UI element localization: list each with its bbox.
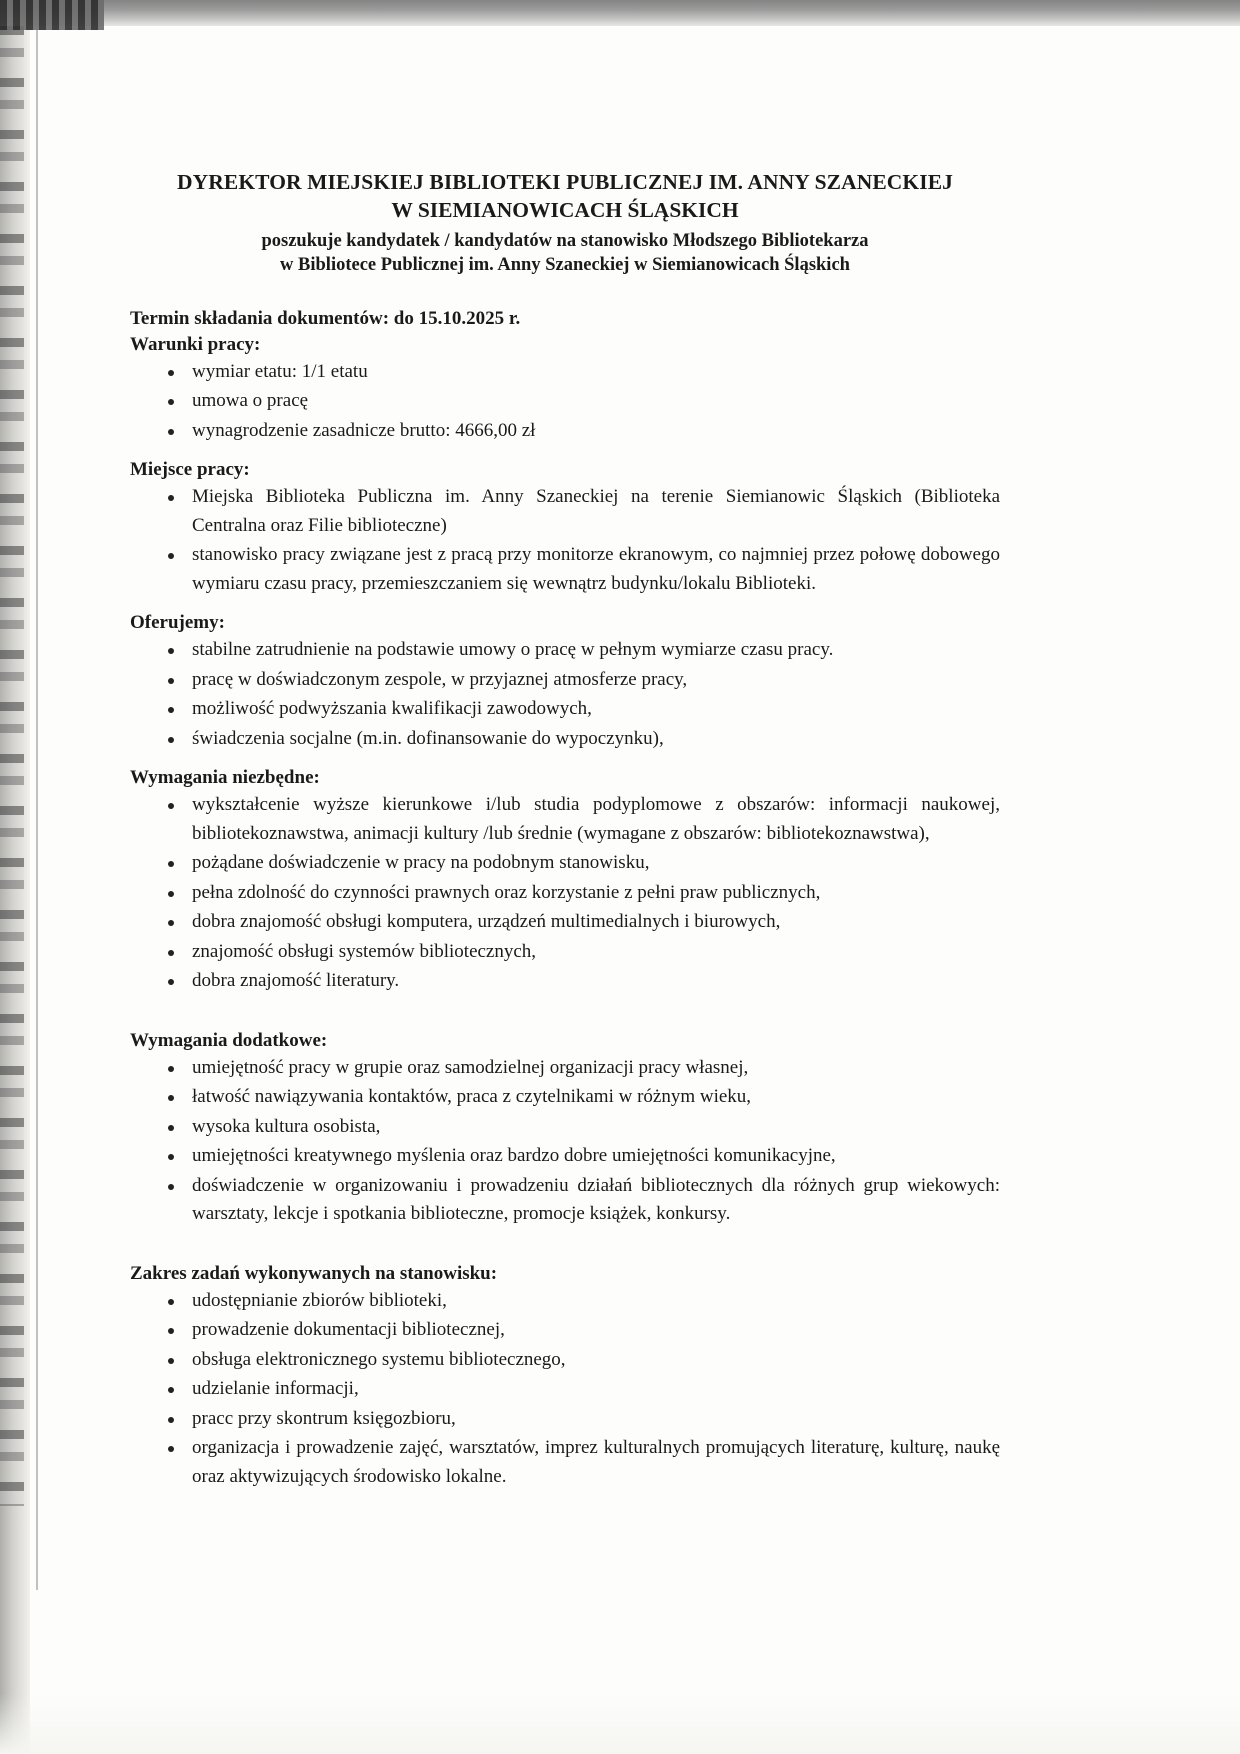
scan-edge-shadow-top — [0, 0, 1240, 26]
list-item: łatwość nawiązywania kontaktów, praca z czytelnikami w różnym wieku, — [130, 1083, 1000, 1112]
deadline-line: Termin składania dokumentów: do 15.10.2025 r. — [130, 307, 521, 329]
list-item: stabilne zatrudnienie na podstawie umowy o pracę w pełnym wymiarze czasu pracy. — [130, 636, 1000, 665]
list-item: wynagrodzenie zasadnicze brutto: 4666,00 zł — [130, 417, 1000, 446]
section-heading-warunki-pracy: Warunki pracy: — [130, 333, 261, 355]
section-list-wymagania-niezbedne — [130, 791, 1000, 996]
section-heading-oferujemy: Oferujemy: — [130, 612, 225, 634]
list-item: wysoka kultura osobista, — [130, 1113, 1000, 1142]
list-item: umiejętność pracy w grupie oraz samodzielnej organizacji pracy własnej, — [130, 1054, 1000, 1083]
list-item: umiejętności kreatywnego myślenia oraz bardzo dobre umiejętności komunikacyjne, — [130, 1142, 1000, 1171]
page-title-line-2: W SIEMIANOWICACH ŚLĄSKICH — [391, 198, 739, 223]
section-heading-zakres-zadan: Zakres zadań wykonywanych na stanowisku: — [130, 1262, 498, 1284]
scan-edge-fade-bottom — [0, 1694, 1240, 1754]
list-item: znajomość obsługi systemów bibliotecznych, — [130, 938, 1000, 967]
list-item: udzielanie informacji, — [130, 1375, 1000, 1404]
scan-streak-artifacts — [0, 26, 24, 1506]
section-list-miejsce-pracy — [130, 483, 1000, 598]
scan-top-corner-artifact — [0, 0, 104, 30]
list-item: wykształcenie wyższe kierunkowe i/lub studia podyplomowe z obszarów: informacji naukowej, bibliotekoznawstwa, animacji kultury /lub średnie (wymagane z obszarów: bibliotekoznawstwa), — [130, 791, 1000, 848]
section-list-oferujemy — [130, 636, 1000, 753]
section-list-zakres-zadan — [130, 1287, 1000, 1492]
list-item: możliwość podwyższania kwalifikacji zawodowych, — [130, 695, 1000, 724]
list-item: świadczenia socjalne (m.in. dofinansowanie do wypoczynku), — [130, 725, 1000, 754]
section-heading-wymagania-niezbedne: Wymagania niezbędne: — [130, 767, 320, 789]
list-item: pracę w doświadczonym zespole, w przyjaznej atmosferze pracy, — [130, 666, 1000, 695]
document-body — [130, 168, 1000, 1492]
list-item: doświadczenie w organizowaniu i prowadzeniu działań bibliotecznych dla różnych grup wiekowych: warsztaty, lekcje i spotkania biblioteczne, promocje książek, konkursy. — [130, 1172, 1000, 1229]
list-item: stanowisko pracy związane jest z pracą przy monitorze ekranowym, co najmniej przez połowę dobowego wymiaru czasu pracy, przemieszczaniem się wewnątrz budynku/lokalu Biblioteki. — [130, 541, 1000, 598]
section-list-wymagania-dodatkowe — [130, 1054, 1000, 1229]
section-heading-miejsce-pracy: Miejsce pracy: — [130, 459, 250, 481]
scan-vertical-line-artifact — [36, 30, 38, 1590]
list-item: Miejska Biblioteka Publiczna im. Anny Szaneckiej na terenie Siemianowic Śląskich (Biblioteka Centralna oraz Filie biblioteczne) — [130, 483, 1000, 540]
list-item: prowadzenie dokumentacji bibliotecznej, — [130, 1316, 1000, 1345]
document-header — [130, 168, 1000, 278]
list-item: organizacja i prowadzenie zajęć, warsztatów, imprez kulturalnych promujących literaturę, kulturę, naukę oraz aktywizujących środowisko lokalne. — [130, 1434, 1000, 1491]
list-item: dobra znajomość literatury. — [130, 967, 1000, 996]
list-item: obsługa elektronicznego systemu bibliotecznego, — [130, 1346, 1000, 1375]
section-list-warunki-pracy — [130, 358, 1000, 446]
page-subtitle-line-2: w Bibliotece Publicznej im. Anny Szaneckiej w Siemianowicach Śląskich — [280, 255, 850, 276]
list-item: wymiar etatu: 1/1 etatu — [130, 358, 1000, 387]
list-item: umowa o pracę — [130, 387, 1000, 416]
list-item: pracc przy skontrum księgozbioru, — [130, 1405, 1000, 1434]
section-heading-wymagania-dodatkowe: Wymagania dodatkowe: — [130, 1029, 328, 1051]
list-item: pożądane doświadczenie w pracy na podobnym stanowisku, — [130, 849, 1000, 878]
page-title-line-1: DYREKTOR MIEJSKIEJ BIBLIOTEKI PUBLICZNEJ IM. ANNY SZANECKIEJ — [177, 170, 953, 194]
list-item: udostępnianie zbiorów biblioteki, — [130, 1287, 1000, 1316]
list-item: dobra znajomość obsługi komputera, urządzeń multimedialnych i biurowych, — [130, 908, 1000, 937]
list-item: pełna zdolność do czynności prawnych oraz korzystanie z pełni praw publicznych, — [130, 879, 1000, 908]
page-subtitle-line-1: poszukuje kandydatek / kandydatów na stanowisko Młodszego Bibliotekarza — [261, 230, 869, 251]
